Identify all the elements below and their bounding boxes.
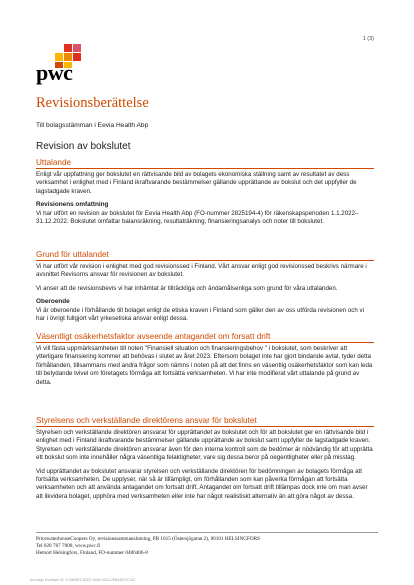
paragraph-grund-2: Vi anser att de revisionsbevis vi har inhämtat är tillräckliga och ändamålsenliga som grund för våra uttalanden. bbox=[36, 284, 338, 292]
paragraph-grund-1: Vi har utfört vår revision i enlighet med god revisionssed i Finland. Vårt ansvar enligt god revisionssed beskrivs närmare i avsnittet Revisorns ansvar för revisionen av bokslutet. bbox=[36, 263, 367, 279]
footer-line-contact: Tel 020 787 7000, www.pwc.fi bbox=[36, 543, 101, 549]
document-id: Docusign Envelope ID: 2C54B5F2-B3CE-4A84-9A1A-2EBA3870C7A2 bbox=[30, 578, 136, 582]
page-number: 1 (3) bbox=[362, 36, 374, 42]
pwc-logo-text: pwc bbox=[36, 60, 73, 85]
section-grund bbox=[36, 250, 374, 328]
heading-oberoende: Oberoende bbox=[36, 298, 70, 306]
section-title: Revision av bokslutet bbox=[36, 141, 131, 152]
heading-osakerhet: Väsentligt osäkerhetsfaktor avseende antagandet om forsatt drift bbox=[36, 332, 374, 343]
section-osakerhet bbox=[36, 332, 374, 392]
paragraph-osakerhet: Vi vill fästa uppmärksamheten till noten "Finansiell situation och finansieringsbehov " i bokslutet, som beskriver att ytterligare finansiering kommer att behövas i slutet av året 2023. Eftersom bolaget inte har gjort bindande avtal, tyder detta förhållanden, tillsammans med andra frågor som nämns i noten på att det finns en väsentlig osäkerhetsfaktor som kan leda till betydande tvivel om företagets förmåga att fortsätta verksamheten. Vi har inte modifierat vårt uttalande på grund av detta. bbox=[36, 345, 373, 386]
footer-line-domicile: Hemort Helsingfors, Finland, FO-nummer 0486406-8 bbox=[36, 550, 148, 556]
heading-uttalande: Uttalande bbox=[36, 158, 374, 169]
section-uttalande bbox=[36, 158, 374, 231]
paragraph-uttalande: Enligt vår uppfattning ger bokslutet en rättvisande bild av bolagets ekonomiska ställning samt av resultatet av dess verksamhet i enlighet med i Finland ikraftvarande bestämmelser gällande upprättande av bokslut och det uppfyller de lagstadgade kraven. bbox=[36, 171, 357, 195]
paragraph-styrelsen-1: Styrelsen och verkställande direktören ansvarar för upprättandet av bokslutet och för att bokslutet ger en rättvisande bild i enlighet med i Finland ikraftvarande bestämmelser gällande upprättande av bokslut samt uppfyller de lagstadgade kraven. Styrelsen och verkställande direktören ansvarar även för den interna kontroll som de bedömer är nödvändig för att upprätta ett bokslut som inte innehåller några väsentliga felaktigheter, vare sig dessa beror på oegentligheter eller på misstag. bbox=[36, 429, 373, 462]
paragraph-oberoende: Vi är oberoende i förhållande till bolaget enligt de etiska kraven i Finland som gäller den av oss utförda revisionen och vi har i övrigt fullgjort vårt yrkesetiska ansvar enligt dessa. bbox=[36, 306, 365, 323]
page-title: Revisionsberättelse bbox=[36, 95, 149, 111]
heading-grund: Grund för uttalandet bbox=[36, 250, 374, 261]
footer bbox=[36, 532, 378, 557]
addressee: Till bolagsstämman i Eevia Health Abp bbox=[36, 122, 149, 129]
heading-omfattning: Revisionens omfattning bbox=[36, 201, 109, 209]
section-styrelsen bbox=[36, 416, 374, 506]
paragraph-styrelsen-2: Vid upprättandet av bokslutet ansvarar styrelsen och verkställande direktören för bedömningen av bolagets förmåga att fortsätta verksamheten. De upplyser, när så är tillämpligt, om förhållanden som kan påverka förmågan att fortsätta verksamheten och att använda antagandet om fortsatt drift. Antagandet om fortsatt drift tillämpas dock inte om man avser att likvidera bolaget, upphöra med verksamheten eller inte har något realistiskt alternativ än att göra något av dessa. bbox=[36, 467, 368, 500]
footer-line-address: PricewaterhouseCoopers Oy, revisionssammanslutning, PB 1015 (Östersjögatan 2), 00101 HELSINGFORS bbox=[36, 536, 261, 542]
heading-styrelsen: Styrelsens och verkställande direktörens ansvar för bokslutet bbox=[36, 416, 374, 427]
paragraph-omfattning: Vi har utfört en revision av bokslutet för Eevia Health Abp (FO-nummer 2825194-4) för räkenskapsperioden 1.1.2022–31.12.2022. Bokslutet omfattar balansräkning, resultaträkning, finansieringsanalys och noter till bokslutet. bbox=[36, 209, 359, 226]
